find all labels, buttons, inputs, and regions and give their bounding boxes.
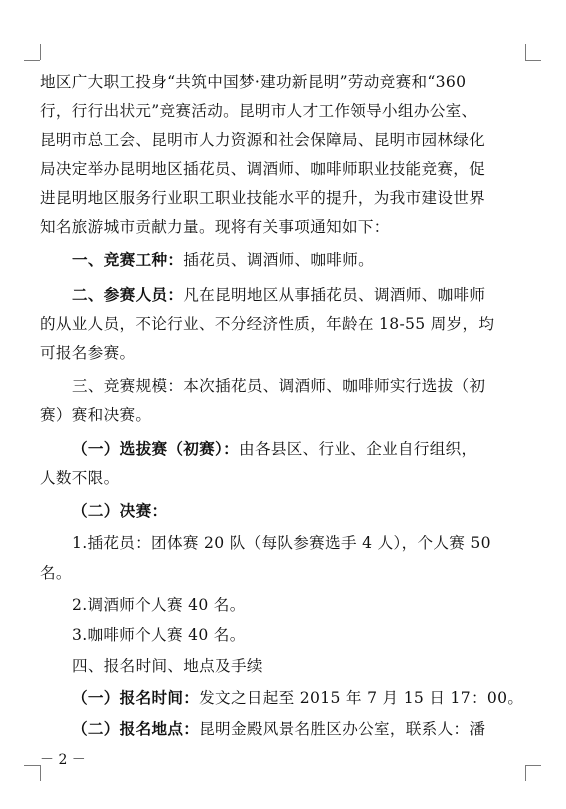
section-3-item-1-cont: 名。 bbox=[40, 564, 72, 582]
crop-mark-bottom-right-v bbox=[525, 765, 526, 781]
section-4-sub-2 bbox=[72, 719, 540, 739]
section-2-cont-2: 可报名参赛。 bbox=[40, 344, 136, 362]
section-1-text: 插花员、调酒师、咖啡师。 bbox=[183, 251, 374, 269]
section-3-item-1: 1.插花员：团体赛 20 队（每队参赛选手 4 人），个人赛 50 bbox=[72, 534, 491, 552]
section-1 bbox=[72, 250, 540, 270]
section-4-sub-1-heading: （一）报名时间： bbox=[72, 688, 200, 707]
section-3-sub-1-text: 由各县区、行业、企业自行组织， bbox=[239, 440, 478, 458]
crop-mark-top-right-h bbox=[525, 60, 541, 61]
section-4-sub-1 bbox=[72, 688, 540, 708]
section-1-heading: 一、竞赛工种： bbox=[72, 250, 184, 269]
body-line-3: 昆明市总工会、昆明市人力资源和社会保障局、昆明市园林绿化 bbox=[40, 131, 486, 149]
section-3-sub-1 bbox=[72, 439, 540, 459]
crop-mark-top-right-v bbox=[525, 44, 526, 60]
section-2-heading: 二、参赛人员： bbox=[72, 285, 184, 304]
section-3-heading: 三、竞赛规模： bbox=[72, 377, 184, 395]
crop-mark-bottom-right-h bbox=[525, 765, 541, 766]
section-3-cont-1: 赛）赛和决赛。 bbox=[40, 406, 152, 424]
section-3-sub-1-cont: 人数不限。 bbox=[40, 469, 120, 487]
body-line-5: 进昆明地区服务行业职工职业技能水平的提升，为我市建设世界 bbox=[40, 189, 486, 207]
section-4-heading: 四、报名时间、地点及手续 bbox=[72, 657, 263, 675]
crop-mark-top-left-h bbox=[24, 60, 40, 61]
crop-mark-top-left-v bbox=[40, 44, 41, 60]
section-3-sub-2 bbox=[72, 501, 540, 521]
section-2-cont-1: 的从业人员，不论行业、不分经济性质，年龄在 18-55 周岁，均 bbox=[40, 315, 495, 333]
section-4-sub-2-heading: （二）报名地点： bbox=[72, 719, 200, 738]
section-2 bbox=[72, 285, 540, 305]
page-number: － 2 － bbox=[40, 752, 86, 768]
section-3 bbox=[72, 376, 540, 396]
body-line-4: 局决定举办昆明地区插花员、调酒师、咖啡师职业技能竞赛，促 bbox=[40, 160, 486, 178]
section-3-sub-2-heading: （二）决赛： bbox=[72, 501, 168, 520]
section-4-sub-2-text: 昆明金殿风景名胜区办公室，联系人：潘 bbox=[199, 720, 486, 738]
section-2-text: 凡在昆明地区从事插花员、调酒师、咖啡师 bbox=[183, 286, 486, 304]
body-line-1: 地区广大职工投身“共筑中国梦·建功新昆明”劳动竞赛和“360 bbox=[40, 73, 467, 91]
section-3-text: 本次插花员、调酒师、咖啡师实行选拔（初 bbox=[183, 377, 486, 395]
section-3-item-3: 3.咖啡师个人赛 40 名。 bbox=[72, 626, 246, 644]
section-3-item-2: 2.调酒师个人赛 40 名。 bbox=[72, 596, 246, 614]
crop-mark-bottom-left-h bbox=[24, 765, 40, 766]
section-3-sub-1-heading: （一）选拔赛（初赛）： bbox=[72, 439, 240, 458]
section-4-sub-1-text: 发文之日起至 2015 年 7 月 15 日 17：00。 bbox=[199, 689, 524, 707]
body-line-6: 知名旅游城市贡献力量。现将有关事项通知如下： bbox=[40, 218, 390, 236]
body-line-2: 行，行行出状元”竞赛活动。昆明市人才工作领导小组办公室、 bbox=[40, 102, 478, 120]
